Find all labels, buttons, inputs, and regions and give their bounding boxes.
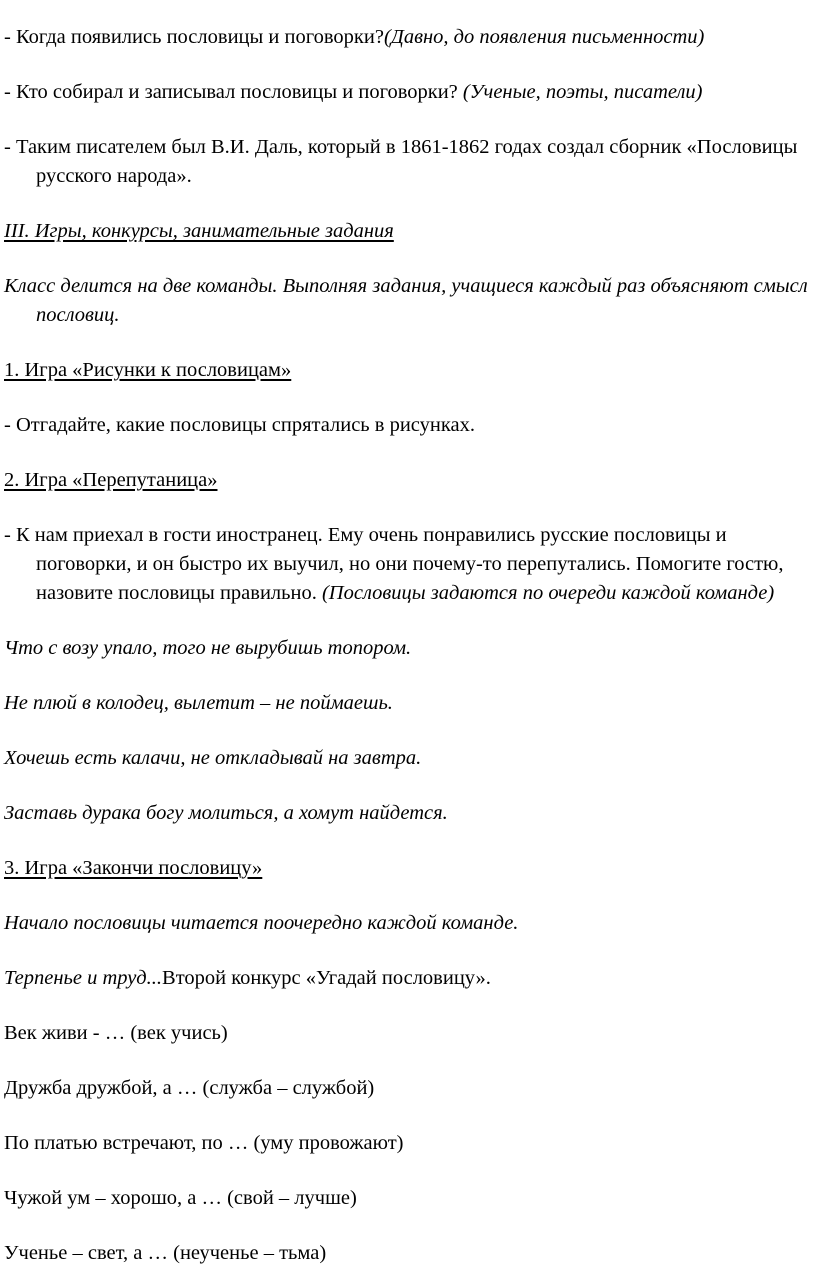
question-2-answer: (Ученые, поэты, писатели) [462,81,703,103]
mixed-proverb-2: Не плюй в колодец, вылетит – не поймаешь. [4,692,393,714]
class-instructions: Класс делится на две команды. Выполняя задания, учащиеся каждый раз объясняют смысл пословиц. [4,275,808,326]
game-2-heading: 2. Игра «Перепутаница» [4,469,218,491]
game-3-contest: Второй конкурс «Угадай пословицу». [162,967,491,989]
mixed-proverb-4: Заставь дурака богу молиться, а хомут найдется. [4,802,448,824]
game-2-description: - К нам приехал в гости иностранец. Ему очень понравились русские пословицы и поговорки, и он быстро их выучил, но они почему-то перепутались. Помогите гостю, назовите пословицы правильно. [4,524,784,604]
section-heading-games: III. Игры, конкурсы, занимательные задания [4,220,394,242]
question-1-text: - Когда появились пословицы и поговорки? [4,26,384,48]
game-1-text: - Отгадайте, какие пословицы спрятались в рисунках. [4,414,475,436]
game-2-note: (Пословицы задаются по очереди каждой команде) [321,582,775,604]
game-1-heading: 1. Игра «Рисунки к пословицам» [4,359,292,381]
finish-proverb-4: Чужой ум – хорошо, а … (свой – лучше) [4,1187,357,1209]
dahl-paragraph: - Таким писателем был В.И. Даль, который в 1861-1862 годах создал сборник «Пословицы русского народа». [4,136,798,187]
question-1-answer: (Давно, до появления письменности) [383,26,705,48]
finish-proverb-1: Век живи - … (век учись) [4,1022,228,1044]
game-2-text [4,521,812,608]
question-2 [4,78,812,107]
game-3-text: Начало пословицы читается поочередно каждой команде. [4,912,519,934]
finish-proverb-2: Дружба дружбой, а … (служба – службой) [4,1077,375,1099]
game-3-heading: 3. Игра «Закончи пословицу» [4,857,263,879]
question-2-text: - Кто собирал и записывал пословицы и поговорки? [4,81,463,103]
question-1 [4,23,812,52]
game-3-line [4,964,812,993]
mixed-proverb-1: Что с возу упало, того не вырубишь топором. [4,637,412,659]
finish-proverb-3: По платью встречают, по … (уму провожают) [4,1132,404,1154]
finish-proverb-5: Ученье – свет, а … (неученье – тьма) [4,1242,327,1264]
game-3-proverb-start: Терпенье и труд... [4,967,163,989]
mixed-proverb-3: Хочешь есть калачи, не откладывай на завтра. [4,747,422,769]
